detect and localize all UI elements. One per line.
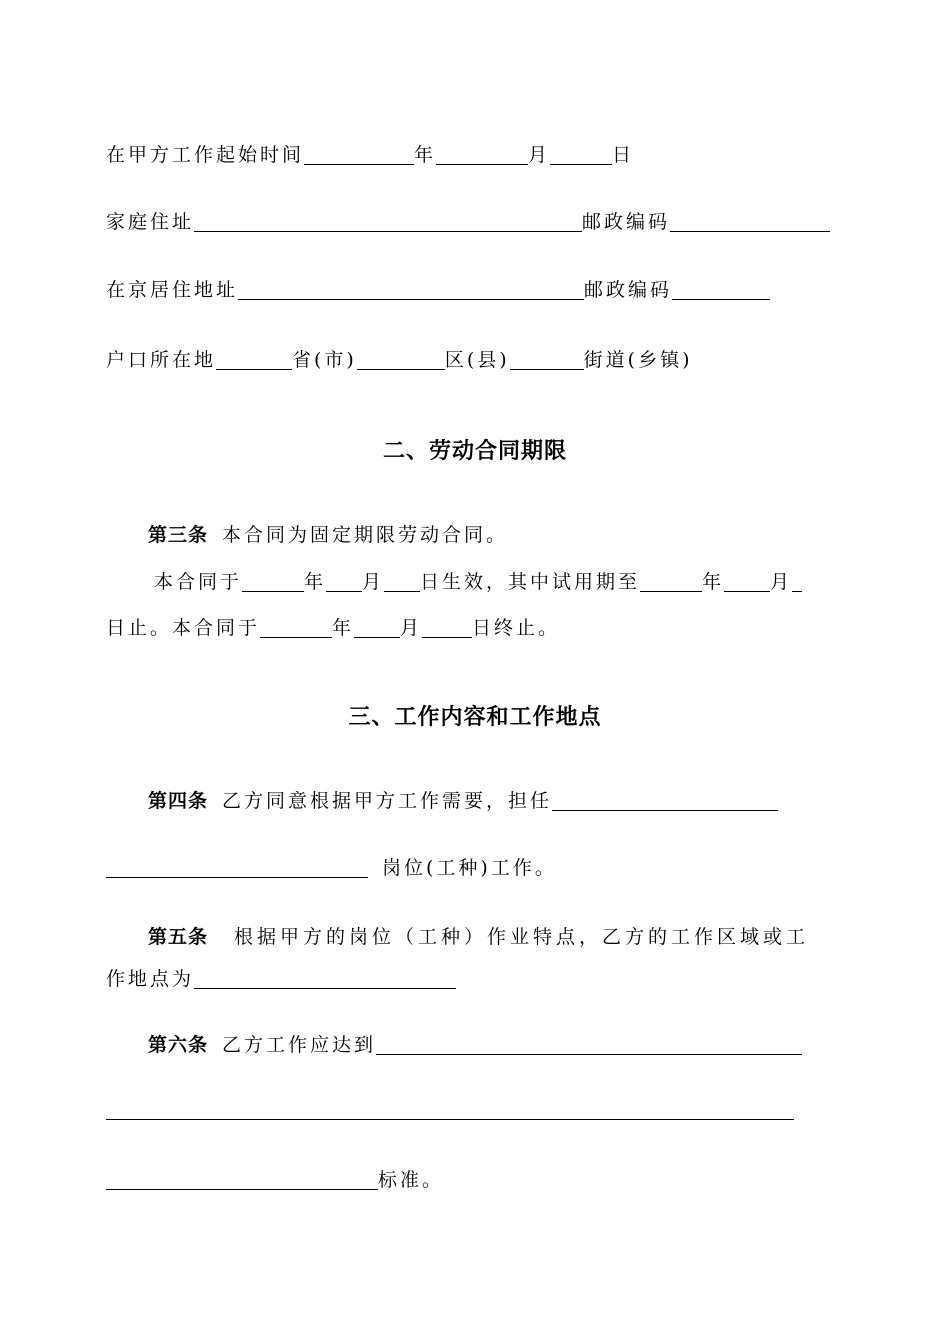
- article-4-suffix: 岗位(工种)工作。: [382, 857, 557, 879]
- probation-day-field[interactable]: [792, 571, 802, 592]
- start-time-label: 在甲方工作起始时间: [106, 144, 305, 166]
- postal-code-label: 邮政编码: [582, 211, 671, 233]
- year-label: 年: [702, 571, 725, 593]
- beijing-postal-code-field[interactable]: [672, 279, 770, 300]
- year-label: 年: [332, 617, 355, 639]
- probation-year-field[interactable]: [640, 571, 702, 592]
- day-label: 日: [612, 144, 635, 166]
- month-label: 月: [528, 144, 551, 166]
- home-address-field[interactable]: [194, 211, 582, 232]
- section-heading-work-content: 三、工作内容和工作地点: [348, 705, 602, 730]
- article-3-line: [148, 523, 508, 547]
- province-city-label: 省(市): [292, 349, 357, 371]
- work-standard-field-line-2[interactable]: [106, 1119, 794, 1120]
- end-year-field[interactable]: [260, 617, 332, 638]
- article-5-label: 第五条: [148, 926, 209, 948]
- end-day-field[interactable]: [422, 617, 472, 638]
- postal-code-label: 邮政编码: [584, 279, 673, 301]
- home-postal-code-field[interactable]: [670, 211, 830, 232]
- probation-month-field[interactable]: [724, 571, 770, 592]
- month-label: 月: [770, 571, 793, 593]
- article-6-text: 乙方工作应达到: [222, 1034, 377, 1056]
- position-field[interactable]: [552, 790, 778, 811]
- end-month-field[interactable]: [354, 617, 400, 638]
- article-6-cont-line: [106, 1168, 444, 1192]
- start-year-field[interactable]: [304, 144, 414, 165]
- start-day-field[interactable]: [550, 144, 612, 165]
- home-address-line: [106, 210, 830, 234]
- article-4-cont-line: [106, 856, 557, 880]
- article-4-text: 乙方同意根据甲方工作需要，担任: [222, 790, 553, 812]
- effective-day-field[interactable]: [384, 571, 420, 592]
- district-county-label: 区(县): [444, 349, 510, 371]
- beijing-address-label: 在京居住地址: [106, 279, 239, 301]
- work-location-field[interactable]: [194, 968, 456, 989]
- termination-date-line: [106, 616, 560, 640]
- hukou-line: [106, 348, 693, 372]
- article-6-suffix: 标准。: [378, 1169, 445, 1191]
- article-3-text: 本合同为固定期限劳动合同。: [222, 524, 509, 546]
- article-4-label: 第四条: [148, 790, 209, 812]
- article-6-line: [148, 1033, 802, 1057]
- section-heading-contract-term: 二、劳动合同期限: [382, 439, 567, 464]
- year-label: 年: [304, 571, 327, 593]
- effective-year-field[interactable]: [242, 571, 304, 592]
- month-label: 月: [400, 617, 423, 639]
- article-4-line: [148, 789, 778, 813]
- district-field[interactable]: [357, 349, 445, 370]
- street-field[interactable]: [510, 349, 584, 370]
- article-5-cont-line: [106, 967, 456, 991]
- effective-suffix: 日生效，其中试用期至: [420, 571, 641, 593]
- position-field-cont[interactable]: [106, 857, 368, 878]
- home-address-label: 家庭住址: [106, 211, 195, 233]
- end-prefix: 日止。本合同于: [106, 617, 261, 639]
- month-label: 月: [362, 571, 385, 593]
- article-3-label: 第三条: [148, 524, 209, 546]
- article-5-line: [148, 925, 809, 949]
- hukou-label: 户口所在地: [106, 349, 217, 371]
- street-town-label: 街道(乡镇): [583, 349, 693, 371]
- article-6-label: 第六条: [148, 1034, 209, 1056]
- end-suffix: 日终止。: [472, 617, 561, 639]
- effective-month-field[interactable]: [326, 571, 362, 592]
- beijing-address-field[interactable]: [238, 279, 584, 300]
- work-standard-field-line-3[interactable]: [106, 1169, 378, 1190]
- province-field[interactable]: [216, 349, 292, 370]
- effective-prefix: 本合同于: [154, 571, 243, 593]
- work-standard-field[interactable]: [376, 1034, 802, 1055]
- effective-date-line: [154, 570, 802, 594]
- start-time-line: [106, 143, 634, 167]
- year-label: 年: [414, 144, 437, 166]
- start-month-field[interactable]: [436, 144, 528, 165]
- article-5-cont: 作地点为: [106, 968, 195, 990]
- article-5-text: 根据甲方的岗位（工种）作业特点，乙方的工作区域或工: [234, 926, 810, 948]
- beijing-address-line: [106, 278, 770, 302]
